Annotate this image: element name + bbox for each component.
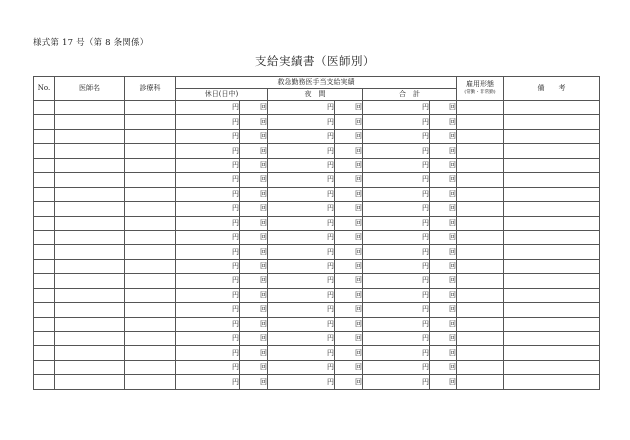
col-header-department: 診療科 <box>125 77 176 101</box>
no-cell[interactable] <box>34 303 55 317</box>
employment-cell[interactable] <box>457 245 504 259</box>
holiday-times-cell[interactable]: 回 <box>240 202 268 216</box>
night-yen-cell[interactable]: 円 <box>268 288 335 302</box>
holiday-yen-cell[interactable]: 円 <box>176 173 240 187</box>
no-cell[interactable] <box>34 129 55 143</box>
document-title: 支給実績書（医師別） <box>255 54 375 68</box>
table-row <box>34 216 600 230</box>
doctor-name-cell[interactable] <box>55 173 125 187</box>
employment-cell[interactable] <box>457 216 504 230</box>
table-row <box>34 245 600 259</box>
holiday-yen-cell[interactable]: 円 <box>176 158 240 172</box>
doctor-name-cell[interactable] <box>55 216 125 230</box>
employment-cell[interactable] <box>457 274 504 288</box>
total-times-cell[interactable]: 回 <box>430 216 457 230</box>
holiday-times-cell[interactable]: 回 <box>240 375 268 389</box>
table-row <box>34 144 600 158</box>
doctor-name-cell[interactable] <box>55 303 125 317</box>
employment-cell[interactable] <box>457 158 504 172</box>
table-body <box>34 101 600 390</box>
holiday-yen-cell[interactable]: 円 <box>176 259 240 273</box>
remarks-cell[interactable] <box>504 101 600 115</box>
night-yen-cell[interactable]: 円 <box>268 274 335 288</box>
no-cell[interactable] <box>34 216 55 230</box>
no-cell[interactable] <box>34 317 55 331</box>
total-times-cell[interactable]: 回 <box>430 375 457 389</box>
department-cell[interactable] <box>125 173 176 187</box>
table-row <box>34 375 600 389</box>
night-yen-cell[interactable]: 円 <box>268 173 335 187</box>
total-times-cell[interactable]: 回 <box>430 317 457 331</box>
night-yen-cell[interactable]: 円 <box>268 129 335 143</box>
table-row <box>34 346 600 360</box>
remarks-cell[interactable] <box>504 173 600 187</box>
total-times-cell[interactable]: 回 <box>430 259 457 273</box>
holiday-times-cell[interactable]: 回 <box>240 346 268 360</box>
table-row <box>34 360 600 374</box>
remarks-cell[interactable] <box>504 245 600 259</box>
night-times-cell[interactable]: 回 <box>335 375 363 389</box>
holiday-times-cell[interactable]: 回 <box>240 303 268 317</box>
holiday-times-cell[interactable]: 回 <box>240 274 268 288</box>
no-cell[interactable] <box>34 259 55 273</box>
doctor-name-cell[interactable] <box>55 158 125 172</box>
holiday-yen-cell[interactable]: 円 <box>176 303 240 317</box>
doctor-name-cell[interactable] <box>55 245 125 259</box>
holiday-times-cell[interactable]: 回 <box>240 158 268 172</box>
night-times-cell[interactable]: 回 <box>335 115 363 129</box>
total-yen-cell[interactable]: 円 <box>363 274 430 288</box>
department-cell[interactable] <box>125 303 176 317</box>
holiday-yen-cell[interactable]: 円 <box>176 230 240 244</box>
holiday-yen-cell[interactable]: 円 <box>176 360 240 374</box>
department-cell[interactable] <box>125 332 176 346</box>
remarks-cell[interactable] <box>504 303 600 317</box>
total-times-cell[interactable]: 回 <box>430 173 457 187</box>
total-times-cell[interactable]: 回 <box>430 158 457 172</box>
night-yen-cell[interactable]: 円 <box>268 360 335 374</box>
department-cell[interactable] <box>125 101 176 115</box>
remarks-cell[interactable] <box>504 230 600 244</box>
night-yen-cell[interactable]: 円 <box>268 332 335 346</box>
employment-cell[interactable] <box>457 115 504 129</box>
no-cell[interactable] <box>34 288 55 302</box>
total-yen-cell[interactable]: 円 <box>363 346 430 360</box>
department-cell[interactable] <box>125 346 176 360</box>
header-row-1 <box>34 77 600 89</box>
night-times-cell[interactable]: 回 <box>335 317 363 331</box>
remarks-cell[interactable] <box>504 115 600 129</box>
holiday-yen-cell[interactable]: 円 <box>176 115 240 129</box>
department-cell[interactable] <box>125 216 176 230</box>
no-cell[interactable] <box>34 230 55 244</box>
employment-cell[interactable] <box>457 101 504 115</box>
total-times-cell[interactable]: 回 <box>430 274 457 288</box>
night-yen-cell[interactable]: 円 <box>268 317 335 331</box>
department-cell[interactable] <box>125 288 176 302</box>
remarks-cell[interactable] <box>504 202 600 216</box>
remarks-cell[interactable] <box>504 274 600 288</box>
doctor-name-cell[interactable] <box>55 187 125 201</box>
doctor-name-cell[interactable] <box>55 101 125 115</box>
no-cell[interactable] <box>34 360 55 374</box>
doctor-name-cell[interactable] <box>55 317 125 331</box>
total-times-cell[interactable]: 回 <box>430 202 457 216</box>
holiday-times-cell[interactable]: 回 <box>240 317 268 331</box>
table-row <box>34 158 600 172</box>
employment-cell[interactable] <box>457 303 504 317</box>
remarks-cell[interactable] <box>504 144 600 158</box>
total-times-cell[interactable]: 回 <box>430 303 457 317</box>
night-yen-cell[interactable]: 円 <box>268 346 335 360</box>
total-yen-cell[interactable]: 円 <box>363 173 430 187</box>
holiday-times-cell[interactable]: 回 <box>240 230 268 244</box>
employment-cell[interactable] <box>457 144 504 158</box>
holiday-times-cell[interactable]: 回 <box>240 288 268 302</box>
night-times-cell[interactable]: 回 <box>335 274 363 288</box>
remarks-cell[interactable] <box>504 216 600 230</box>
holiday-times-cell[interactable]: 回 <box>240 360 268 374</box>
total-yen-cell[interactable]: 円 <box>363 288 430 302</box>
night-yen-cell[interactable]: 円 <box>268 245 335 259</box>
table-row <box>34 274 600 288</box>
doctor-name-cell[interactable] <box>55 144 125 158</box>
employment-cell[interactable] <box>457 230 504 244</box>
total-yen-cell[interactable]: 円 <box>363 187 430 201</box>
col-header-employment <box>457 77 504 101</box>
employment-cell[interactable] <box>457 332 504 346</box>
no-cell[interactable] <box>34 144 55 158</box>
night-times-cell[interactable]: 回 <box>335 303 363 317</box>
holiday-yen-cell[interactable]: 円 <box>176 216 240 230</box>
no-cell[interactable] <box>34 375 55 389</box>
night-yen-cell[interactable]: 円 <box>268 259 335 273</box>
holiday-yen-cell[interactable]: 円 <box>176 129 240 143</box>
remarks-cell[interactable] <box>504 317 600 331</box>
holiday-times-cell[interactable]: 回 <box>240 245 268 259</box>
total-yen-cell[interactable]: 円 <box>363 332 430 346</box>
no-cell[interactable] <box>34 274 55 288</box>
night-times-cell[interactable]: 回 <box>335 187 363 201</box>
total-yen-cell[interactable]: 円 <box>363 303 430 317</box>
col-header-night: 夜 間 <box>268 89 363 101</box>
night-times-cell[interactable]: 回 <box>335 129 363 143</box>
night-yen-cell[interactable]: 円 <box>268 375 335 389</box>
holiday-times-cell[interactable]: 回 <box>240 216 268 230</box>
table-row <box>34 129 600 143</box>
col-header-remarks: 備 考 <box>504 77 600 101</box>
night-times-cell[interactable]: 回 <box>335 173 363 187</box>
payment-record-table <box>33 76 600 390</box>
holiday-times-cell[interactable]: 回 <box>240 173 268 187</box>
no-cell[interactable] <box>34 346 55 360</box>
total-times-cell[interactable]: 回 <box>430 346 457 360</box>
no-cell[interactable] <box>34 115 55 129</box>
night-times-cell[interactable]: 回 <box>335 101 363 115</box>
employment-cell[interactable] <box>457 259 504 273</box>
night-times-cell[interactable]: 回 <box>335 360 363 374</box>
night-yen-cell[interactable]: 円 <box>268 303 335 317</box>
total-yen-cell[interactable]: 円 <box>363 259 430 273</box>
employment-cell[interactable] <box>457 187 504 201</box>
total-yen-cell[interactable]: 円 <box>363 115 430 129</box>
holiday-yen-cell[interactable]: 円 <box>176 245 240 259</box>
department-cell[interactable] <box>125 115 176 129</box>
doctor-name-cell[interactable] <box>55 360 125 374</box>
night-times-cell[interactable]: 回 <box>335 259 363 273</box>
no-cell[interactable] <box>34 202 55 216</box>
night-times-cell[interactable]: 回 <box>335 245 363 259</box>
total-times-cell[interactable]: 回 <box>430 288 457 302</box>
table-row <box>34 202 600 216</box>
night-times-cell[interactable]: 回 <box>335 158 363 172</box>
remarks-cell[interactable] <box>504 332 600 346</box>
remarks-cell[interactable] <box>504 158 600 172</box>
doctor-name-cell[interactable] <box>55 346 125 360</box>
table-row <box>34 101 600 115</box>
holiday-times-cell[interactable]: 回 <box>240 144 268 158</box>
table-row <box>34 173 600 187</box>
total-times-cell[interactable]: 回 <box>430 129 457 143</box>
holiday-yen-cell[interactable]: 円 <box>176 332 240 346</box>
holiday-yen-cell[interactable]: 円 <box>176 317 240 331</box>
total-yen-cell[interactable]: 円 <box>363 375 430 389</box>
remarks-cell[interactable] <box>504 360 600 374</box>
doctor-name-cell[interactable] <box>55 375 125 389</box>
holiday-times-cell[interactable]: 回 <box>240 129 268 143</box>
night-yen-cell[interactable]: 円 <box>268 230 335 244</box>
employment-cell[interactable] <box>457 375 504 389</box>
no-cell[interactable] <box>34 158 55 172</box>
holiday-yen-cell[interactable]: 円 <box>176 187 240 201</box>
total-yen-cell[interactable]: 円 <box>363 245 430 259</box>
doctor-name-cell[interactable] <box>55 259 125 273</box>
col-header-doctor-name: 医師名 <box>55 77 125 101</box>
night-yen-cell[interactable]: 円 <box>268 216 335 230</box>
remarks-cell[interactable] <box>504 346 600 360</box>
no-cell[interactable] <box>34 332 55 346</box>
no-cell[interactable] <box>34 245 55 259</box>
total-times-cell[interactable]: 回 <box>430 144 457 158</box>
employment-cell[interactable] <box>457 129 504 143</box>
night-times-cell[interactable]: 回 <box>335 346 363 360</box>
remarks-cell[interactable] <box>504 187 600 201</box>
col-header-total: 合 計 <box>363 89 457 101</box>
total-times-cell[interactable]: 回 <box>430 187 457 201</box>
holiday-yen-cell[interactable]: 円 <box>176 202 240 216</box>
night-yen-cell[interactable]: 円 <box>268 101 335 115</box>
holiday-yen-cell[interactable]: 円 <box>176 274 240 288</box>
holiday-times-cell[interactable]: 回 <box>240 101 268 115</box>
table-row <box>34 230 600 244</box>
night-times-cell[interactable]: 回 <box>335 144 363 158</box>
total-times-cell[interactable]: 回 <box>430 245 457 259</box>
total-times-cell[interactable]: 回 <box>430 101 457 115</box>
doctor-name-cell[interactable] <box>55 274 125 288</box>
holiday-yen-cell[interactable]: 円 <box>176 144 240 158</box>
table-row <box>34 187 600 201</box>
remarks-cell[interactable] <box>504 375 600 389</box>
employment-cell[interactable] <box>457 360 504 374</box>
col-header-allowance-group: 救急勤務医手当支給実績 <box>176 77 457 89</box>
department-cell[interactable] <box>125 230 176 244</box>
total-times-cell[interactable]: 回 <box>430 360 457 374</box>
no-cell[interactable] <box>34 101 55 115</box>
department-cell[interactable] <box>125 360 176 374</box>
total-yen-cell[interactable]: 円 <box>363 202 430 216</box>
holiday-yen-cell[interactable]: 円 <box>176 346 240 360</box>
doctor-name-cell[interactable] <box>55 288 125 302</box>
doctor-name-cell[interactable] <box>55 230 125 244</box>
department-cell[interactable] <box>125 202 176 216</box>
department-cell[interactable] <box>125 274 176 288</box>
department-cell[interactable] <box>125 245 176 259</box>
doctor-name-cell[interactable] <box>55 115 125 129</box>
night-yen-cell[interactable]: 円 <box>268 187 335 201</box>
table-row <box>34 115 600 129</box>
holiday-yen-cell[interactable]: 円 <box>176 375 240 389</box>
doctor-name-cell[interactable] <box>55 129 125 143</box>
night-times-cell[interactable]: 回 <box>335 202 363 216</box>
total-yen-cell[interactable]: 円 <box>363 230 430 244</box>
table-row <box>34 259 600 273</box>
night-yen-cell[interactable]: 円 <box>268 144 335 158</box>
total-yen-cell[interactable]: 円 <box>363 216 430 230</box>
holiday-yen-cell[interactable]: 円 <box>176 101 240 115</box>
holiday-times-cell[interactable]: 回 <box>240 259 268 273</box>
department-cell[interactable] <box>125 259 176 273</box>
total-times-cell[interactable]: 回 <box>430 230 457 244</box>
no-cell[interactable] <box>34 173 55 187</box>
doctor-name-cell[interactable] <box>55 202 125 216</box>
total-times-cell[interactable]: 回 <box>430 332 457 346</box>
table-row <box>34 288 600 302</box>
doctor-name-cell[interactable] <box>55 332 125 346</box>
remarks-cell[interactable] <box>504 259 600 273</box>
remarks-cell[interactable] <box>504 288 600 302</box>
holiday-times-cell[interactable]: 回 <box>240 332 268 346</box>
department-cell[interactable] <box>125 129 176 143</box>
col-header-holiday: 休日(日中) <box>176 89 268 101</box>
form-number: 様式第 17 号（第 8 条関係） <box>33 38 149 48</box>
total-yen-cell[interactable]: 円 <box>363 101 430 115</box>
total-yen-cell[interactable]: 円 <box>363 144 430 158</box>
employment-cell[interactable] <box>457 173 504 187</box>
night-times-cell[interactable]: 回 <box>335 332 363 346</box>
department-cell[interactable] <box>125 375 176 389</box>
department-cell[interactable] <box>125 144 176 158</box>
total-times-cell[interactable]: 回 <box>430 115 457 129</box>
total-yen-cell[interactable]: 円 <box>363 360 430 374</box>
total-yen-cell[interactable]: 円 <box>363 158 430 172</box>
col-header-no: No. <box>34 77 55 101</box>
remarks-cell[interactable] <box>504 129 600 143</box>
night-times-cell[interactable]: 回 <box>335 288 363 302</box>
no-cell[interactable] <box>34 187 55 201</box>
employment-cell[interactable] <box>457 346 504 360</box>
night-yen-cell[interactable]: 円 <box>268 158 335 172</box>
employment-sub-label: (常勤・非常勤) <box>464 90 496 96</box>
night-times-cell[interactable]: 回 <box>335 216 363 230</box>
department-cell[interactable] <box>125 158 176 172</box>
department-cell[interactable] <box>125 187 176 201</box>
table-row <box>34 303 600 317</box>
table-row <box>34 332 600 346</box>
total-yen-cell[interactable]: 円 <box>363 317 430 331</box>
employment-cell[interactable] <box>457 317 504 331</box>
employment-cell[interactable] <box>457 202 504 216</box>
holiday-times-cell[interactable]: 回 <box>240 187 268 201</box>
department-cell[interactable] <box>125 317 176 331</box>
employment-cell[interactable] <box>457 288 504 302</box>
table-row <box>34 317 600 331</box>
total-yen-cell[interactable]: 円 <box>363 129 430 143</box>
holiday-times-cell[interactable]: 回 <box>240 115 268 129</box>
employment-label: 雇用形態 <box>466 80 494 89</box>
night-times-cell[interactable]: 回 <box>335 230 363 244</box>
holiday-yen-cell[interactable]: 円 <box>176 288 240 302</box>
night-yen-cell[interactable]: 円 <box>268 202 335 216</box>
night-yen-cell[interactable]: 円 <box>268 115 335 129</box>
